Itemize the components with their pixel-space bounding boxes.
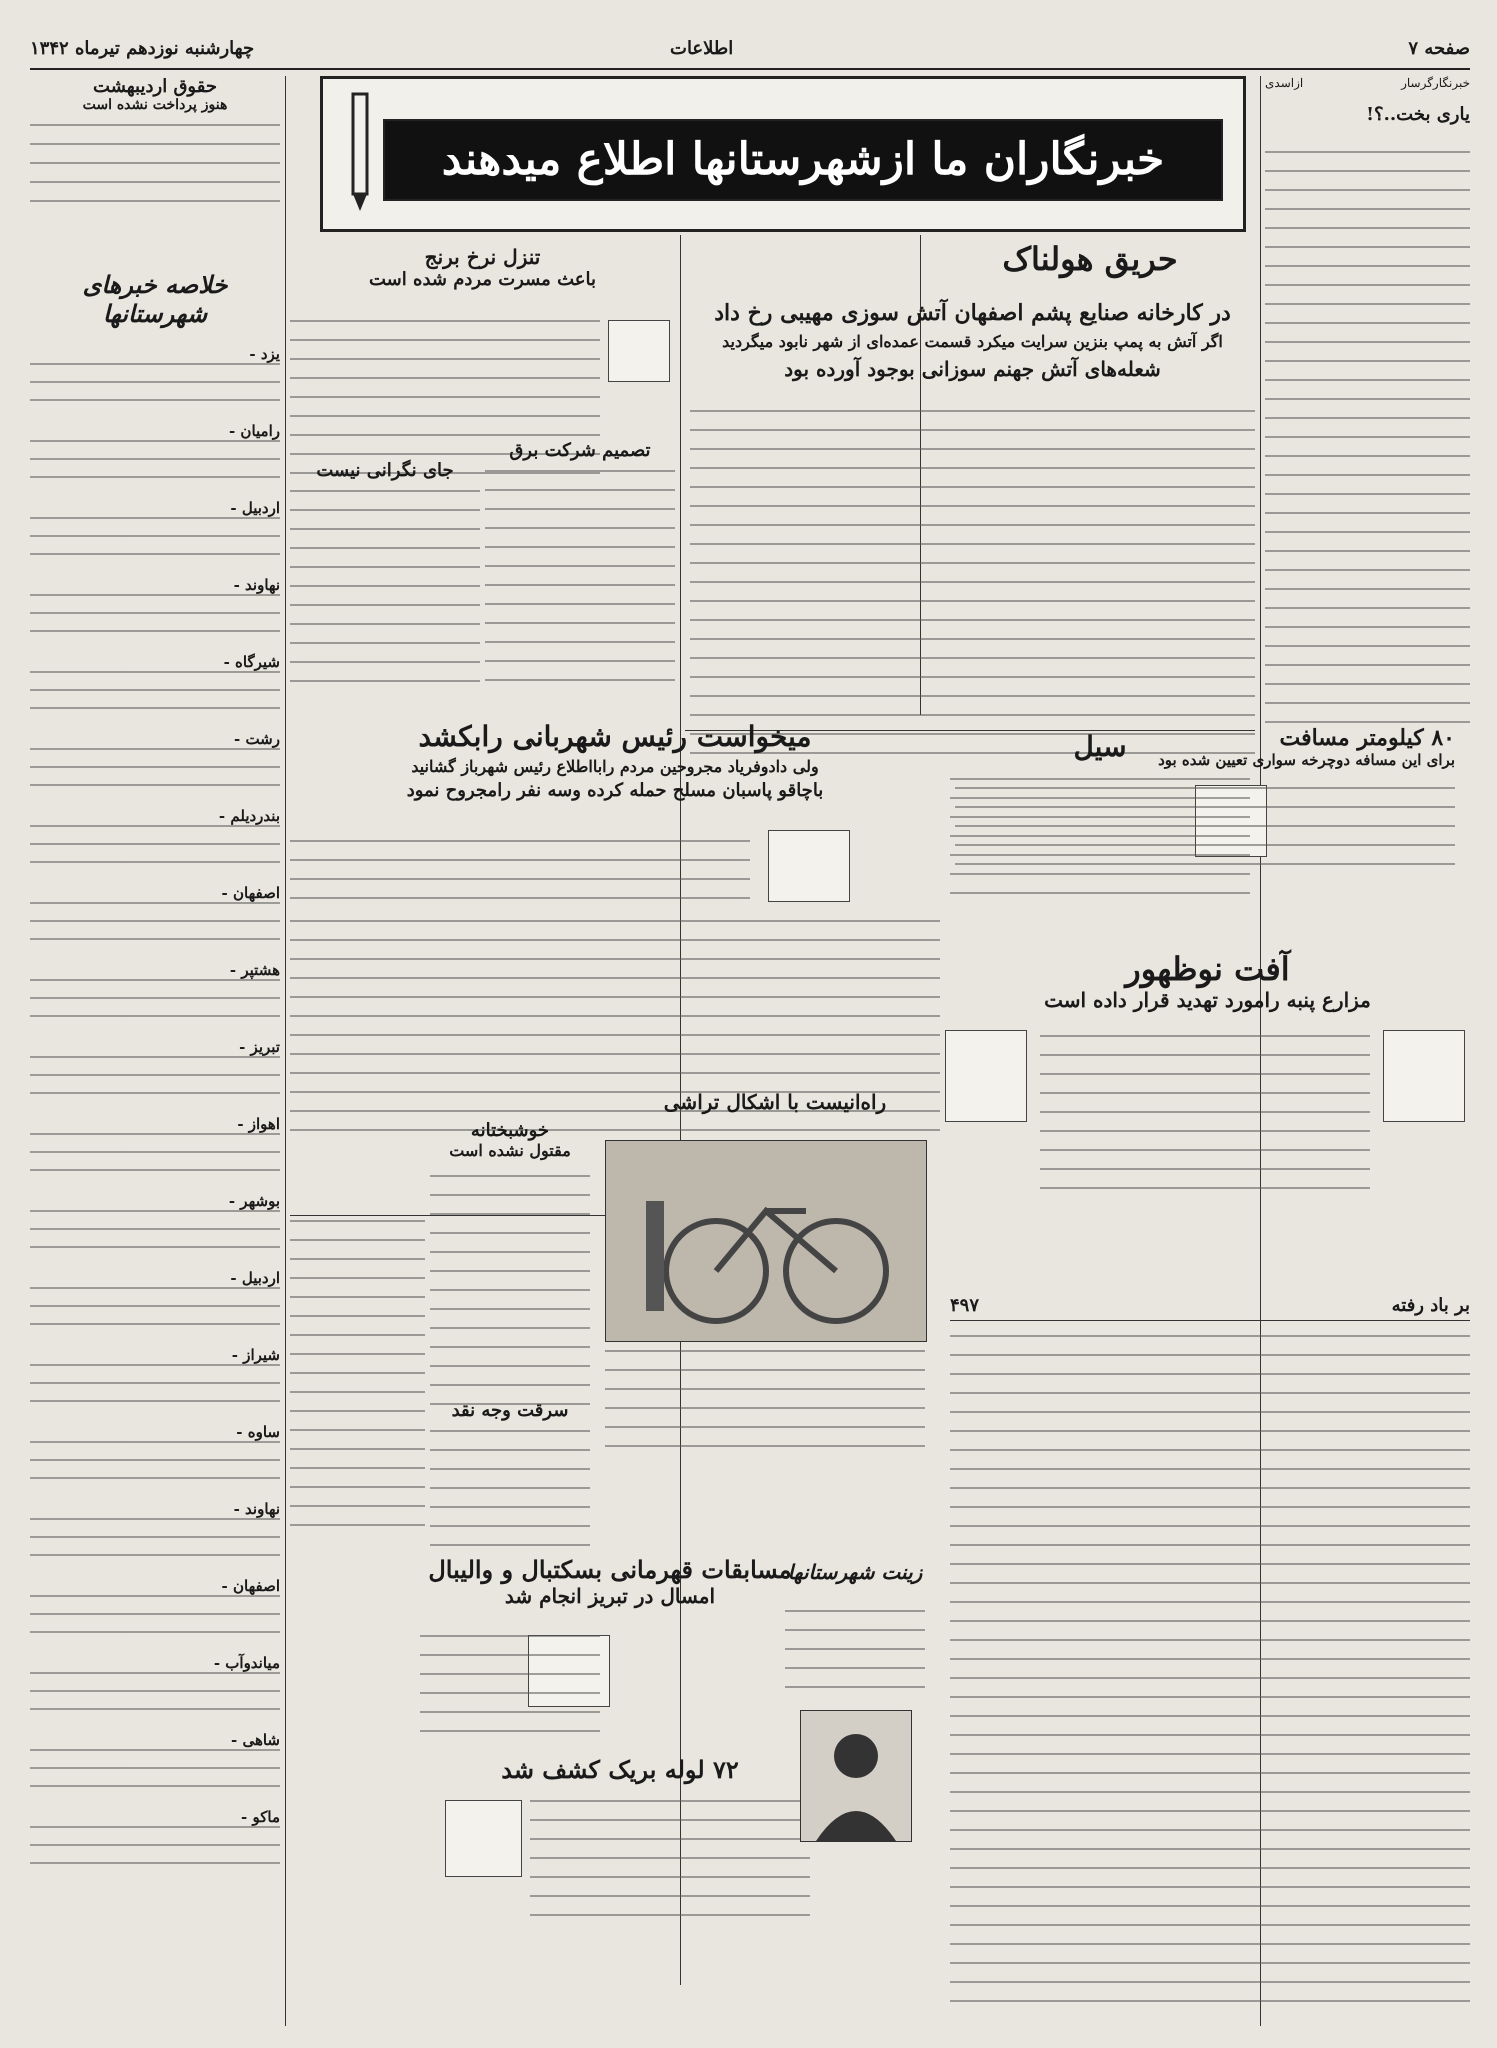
province-title: زینت شهرستانها xyxy=(787,1560,923,1584)
city-name: اردبیل - xyxy=(230,499,280,517)
city-news-item xyxy=(30,1345,280,1416)
city-name: نهاوند - xyxy=(233,576,280,594)
banner-title: خبرنگاران ما ازشهرستانها اطلاع میدهند xyxy=(383,119,1223,201)
city-name: شاهی - xyxy=(231,1731,280,1749)
salary-subtitle: هنوز پرداخت نشده است xyxy=(82,97,228,113)
city-news-item xyxy=(30,1037,280,1108)
flood-story xyxy=(950,730,1250,763)
city-news-item xyxy=(30,806,280,877)
city-name: هشتپر - xyxy=(229,961,280,979)
right-column xyxy=(1265,76,1470,125)
rice-story xyxy=(290,245,675,290)
city-news-item xyxy=(30,652,280,723)
city-news-item xyxy=(30,1114,280,1185)
road-story xyxy=(595,1090,955,1114)
sports-story xyxy=(420,1555,800,1608)
city-name: یزد - xyxy=(249,345,280,363)
city-name: شیراز - xyxy=(231,1346,280,1364)
serial-novel xyxy=(950,1295,1470,1321)
city-name: رامیان - xyxy=(228,422,280,440)
city-news-item xyxy=(30,1499,280,1570)
serial-number: ۴۹۷ xyxy=(950,1295,980,1316)
person-icon xyxy=(801,1711,911,1841)
city-news-item xyxy=(30,1268,280,1339)
pest-story xyxy=(955,950,1460,1012)
city-name: اهواز - xyxy=(237,1115,280,1133)
cyclist-photo xyxy=(605,1140,927,1342)
bicycle-icon xyxy=(606,1141,926,1341)
fire-subtitle-1: در کارخانه صنایع پشم اصفهان آتش سوزی مهیبی رخ داد xyxy=(714,300,1231,326)
theft-title: سرقت وجه نقد xyxy=(451,1400,569,1421)
provinces-summary xyxy=(30,270,280,1884)
city-news-item xyxy=(30,1730,280,1801)
city-name: ساوه - xyxy=(236,1423,280,1441)
banner xyxy=(320,76,1246,232)
pest-subtitle: مزارع پنبه رامورد تهدید قرار داده است xyxy=(1044,988,1371,1012)
city-name: اصفهان - xyxy=(221,1577,280,1595)
fortunately-subtitle: مقتول نشده است xyxy=(449,1141,571,1160)
fire-subtitle-3: شعله‌های آتش جهنم سوزانی بوجود آورده بود xyxy=(784,357,1161,381)
fortunately-title: خوشبختانه xyxy=(470,1120,550,1141)
city-news-item xyxy=(30,1653,280,1724)
page-header xyxy=(30,30,1470,70)
fire-title: حریق هولناک xyxy=(1002,240,1178,278)
newspaper-page xyxy=(30,30,1470,2025)
fortunately-story xyxy=(430,1120,590,1160)
portrait-photo xyxy=(800,1710,912,1842)
fire-subtitle-2: اگر آتش به پمپ بنزین سرایت میکرد قسمت عمده‌ای از شهر نابود میگردید xyxy=(722,332,1223,351)
road-title: راه‌انیست با اشکال تراشی xyxy=(663,1090,887,1114)
city-news-item xyxy=(30,1191,280,1262)
city-news-item xyxy=(30,1576,280,1647)
city-name: بوشهر - xyxy=(228,1192,280,1210)
header-paper-name: اطلاعات xyxy=(670,38,734,59)
rice-subtitle: باعث مسرت مردم شده است xyxy=(368,269,596,290)
city-name: شیرگاه - xyxy=(223,653,280,671)
flood-title: سیل xyxy=(1073,730,1127,763)
city-news-item xyxy=(30,1807,280,1878)
city-name: اردبیل - xyxy=(230,1269,280,1287)
fire-story xyxy=(925,240,1255,278)
city-news-item xyxy=(30,575,280,646)
city-name: تبریز - xyxy=(239,1038,280,1056)
city-news-item xyxy=(30,883,280,954)
power-company-title: تصمیم شرکت برق xyxy=(509,440,651,461)
police-chief-title: میخواست رئیس شهربانی رابکشد xyxy=(418,720,812,753)
pest-title: آفت نوظهور xyxy=(1125,950,1290,988)
city-name: میاندوآب - xyxy=(213,1654,280,1672)
power-company-story xyxy=(485,440,675,461)
distance-subtitle: برای این مسافه دوچرخه سواری تعیین شده بود xyxy=(1158,751,1455,769)
theft-story xyxy=(430,1400,590,1421)
header-date: چهارشنبه نوزدهم تیرماه ۱۳۴۲ xyxy=(30,38,255,59)
police-chief-story xyxy=(290,720,940,801)
police-chief-subtitle-2: باچاقو پاسبان مسلح حمله کرده وسه نفر رامجروح نمود xyxy=(406,780,824,801)
rice-title: تنزل نرخ برنج xyxy=(424,245,541,269)
city-news-item xyxy=(30,729,280,800)
cotton-plant-illustration xyxy=(1383,1030,1465,1122)
city-name: ماکو - xyxy=(241,1808,280,1826)
cotton-plant-illustration xyxy=(945,1030,1027,1122)
right-col-byline: ازاسدی xyxy=(1265,76,1304,90)
fire-subtitles xyxy=(690,300,1255,381)
header-page-number: صفحه ۷ xyxy=(1408,38,1470,59)
knife-illustration xyxy=(768,830,850,902)
right-col-title: یاری بخت..؟! xyxy=(1366,104,1470,125)
sports-title: مسابقات قهرمانی بسکتبال و والیبال xyxy=(428,1555,792,1584)
pen-icon xyxy=(333,89,388,214)
city-news-item xyxy=(30,1422,280,1493)
city-news-item xyxy=(30,498,280,569)
distance-title: ۸۰ کیلومتر مسافت xyxy=(1279,725,1455,751)
pipes-title: ۷۲ لوله بریک کشف شد xyxy=(501,1755,739,1784)
serial-label: بر باد رفته xyxy=(1391,1295,1470,1316)
emblem-illustration xyxy=(445,1800,522,1877)
column-divider xyxy=(285,76,286,2026)
right-col-section: خبرنگارگرسار xyxy=(1401,76,1470,90)
city-news-item xyxy=(30,421,280,492)
city-news-item xyxy=(30,960,280,1031)
city-news-item xyxy=(30,344,280,415)
salary-title: حقوق اردیبهشت xyxy=(93,76,217,97)
police-chief-subtitle-1: ولی دادوفریاد مجروحین مردم رابااطلاع رئیس شهرباز گشانید xyxy=(411,757,819,776)
city-name: رشت - xyxy=(234,730,280,748)
city-name: بندردیلم - xyxy=(218,807,280,825)
sports-subtitle: امسال در تبریز انجام شد xyxy=(504,1584,716,1608)
province-adornment xyxy=(785,1560,925,1584)
city-name: اصفهان - xyxy=(221,884,280,902)
city-name: نهاوند - xyxy=(233,1500,280,1518)
nothing-to-worry-title: جای نگرانی نیست xyxy=(316,460,454,481)
left-column xyxy=(30,76,280,113)
pipes-story xyxy=(430,1755,810,1784)
provinces-summary-title: خلاصه خبرهای شهرستانها xyxy=(82,270,228,328)
nothing-to-worry-story xyxy=(290,460,480,481)
rice-illustration xyxy=(608,320,670,382)
